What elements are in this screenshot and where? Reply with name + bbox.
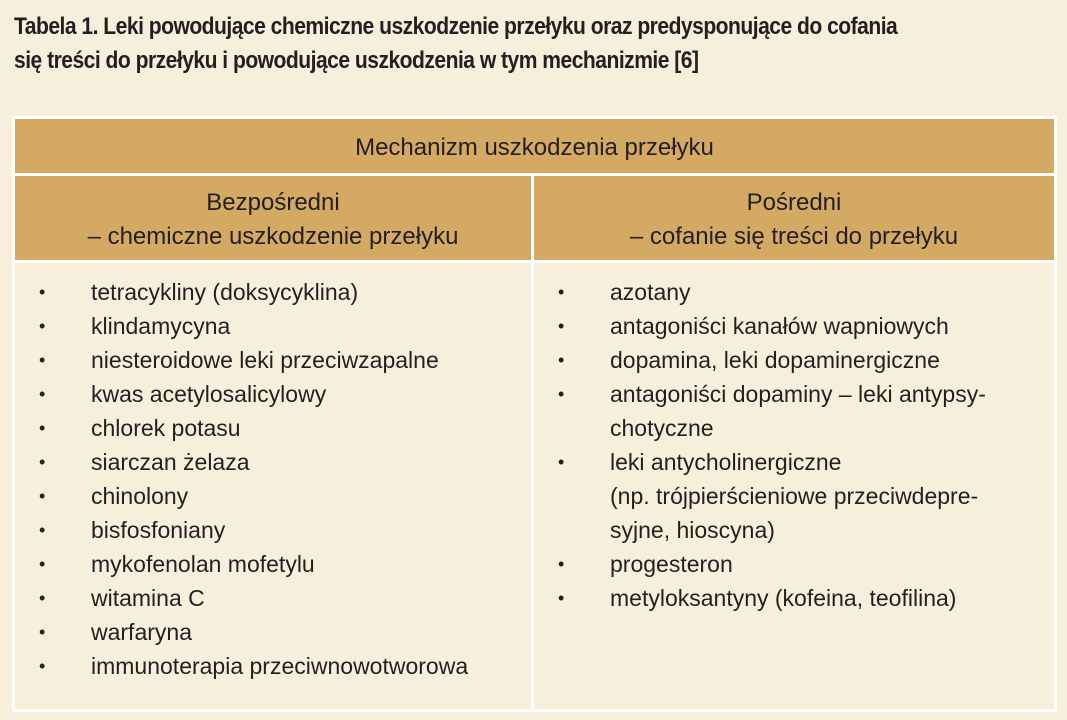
list-item xyxy=(15,615,531,649)
main-header: Mechanizm uszkodzenia przełyku xyxy=(15,119,1054,176)
list-item-text: tetracykliny (doksycyklina) xyxy=(91,279,359,305)
bullet-icon: • xyxy=(39,384,46,404)
list-item-text: niesteroidowe leki przeciwzapalne xyxy=(91,347,439,373)
list-item xyxy=(15,377,531,411)
table-caption xyxy=(14,10,1059,78)
list-item xyxy=(534,343,1054,377)
bullet-icon: • xyxy=(558,554,565,574)
bullet-icon: • xyxy=(39,316,46,336)
drug-list-direct xyxy=(15,275,531,683)
list-item-text: siarczan żelaza xyxy=(91,449,250,475)
list-item xyxy=(15,411,531,445)
bullet-icon: • xyxy=(39,588,46,608)
bullet-icon: • xyxy=(558,452,565,472)
column-header-indirect xyxy=(534,176,1054,263)
bullet-icon: • xyxy=(39,656,46,676)
list-item-text: antagoniści dopaminy – leki antypsy- xyxy=(610,381,986,407)
list-item-text: progesteron xyxy=(610,551,733,577)
list-item-text: metyloksantyny (kofeina, teofilina) xyxy=(610,585,957,611)
list-item xyxy=(15,581,531,615)
list-item xyxy=(15,445,531,479)
bullet-icon: • xyxy=(558,588,565,608)
column-header-direct xyxy=(15,176,534,263)
list-item-text: chlorek potasu xyxy=(91,415,241,441)
list-item-text: kwas acetylosalicylowy xyxy=(91,381,327,407)
bullet-icon: • xyxy=(39,622,46,642)
list-item xyxy=(534,275,1054,309)
column-title-indirect: Pośredni xyxy=(746,189,842,216)
bullet-icon: • xyxy=(39,554,46,574)
column-subtitle-indirect: – cofanie się treści do przełyku xyxy=(629,223,959,250)
bullet-icon: • xyxy=(558,350,565,370)
list-item-text: mykofenolan mofetylu xyxy=(91,551,315,577)
list-item-text: warfaryna xyxy=(91,619,192,645)
list-item xyxy=(15,479,531,513)
list-item xyxy=(534,309,1054,343)
list-item xyxy=(15,343,531,377)
list-item-text: (np. trójpierścieniowe przeciwdepre- xyxy=(610,483,979,509)
bullet-icon: • xyxy=(39,418,46,438)
list-item xyxy=(534,547,1054,581)
caption-line-2: się treści do przełyku i powodujące uszkodzenia w tym mechanizmie [6] xyxy=(14,47,699,74)
list-item xyxy=(15,649,531,683)
column-body-indirect xyxy=(534,263,1054,709)
list-item-text: syjne, hioscyna) xyxy=(610,517,775,543)
list-item xyxy=(534,377,1054,445)
bullet-icon: • xyxy=(558,384,565,404)
bullet-icon: • xyxy=(558,282,565,302)
list-item xyxy=(15,513,531,547)
drug-mechanism-table xyxy=(12,116,1057,712)
list-item xyxy=(15,309,531,343)
caption-line-1: Tabela 1. Leki powodujące chemiczne uszkodzenie przełyku oraz predysponujące do cofania xyxy=(14,13,898,40)
list-item xyxy=(534,445,1054,547)
list-item-text: immunoterapia przeciwnowotworowa xyxy=(91,653,469,679)
bullet-icon: • xyxy=(39,282,46,302)
list-item-text: bisfosfoniany xyxy=(91,517,226,543)
list-item-text: witamina C xyxy=(91,585,205,611)
list-item-text: azotany xyxy=(610,279,691,305)
bullet-icon: • xyxy=(39,486,46,506)
bullet-icon: • xyxy=(558,316,565,336)
list-item xyxy=(534,581,1054,615)
list-item-text: chotyczne xyxy=(610,415,714,441)
list-item-text: dopamina, leki dopaminergiczne xyxy=(610,347,940,373)
list-item-text: antagoniści kanałów wapniowych xyxy=(610,313,949,339)
list-item xyxy=(15,547,531,581)
bullet-icon: • xyxy=(39,350,46,370)
list-item-text: chinolony xyxy=(91,483,189,509)
column-body-direct xyxy=(15,263,534,709)
list-item xyxy=(15,275,531,309)
drug-list-indirect xyxy=(534,275,1054,615)
bullet-icon: • xyxy=(39,452,46,472)
column-subtitle-direct: – chemiczne uszkodzenie przełyku xyxy=(87,223,459,250)
column-title-direct: Bezpośredni xyxy=(206,189,340,216)
list-item-text: leki antycholinergiczne xyxy=(610,449,842,475)
list-item-text: klindamycyna xyxy=(91,313,231,339)
bullet-icon: • xyxy=(39,520,46,540)
